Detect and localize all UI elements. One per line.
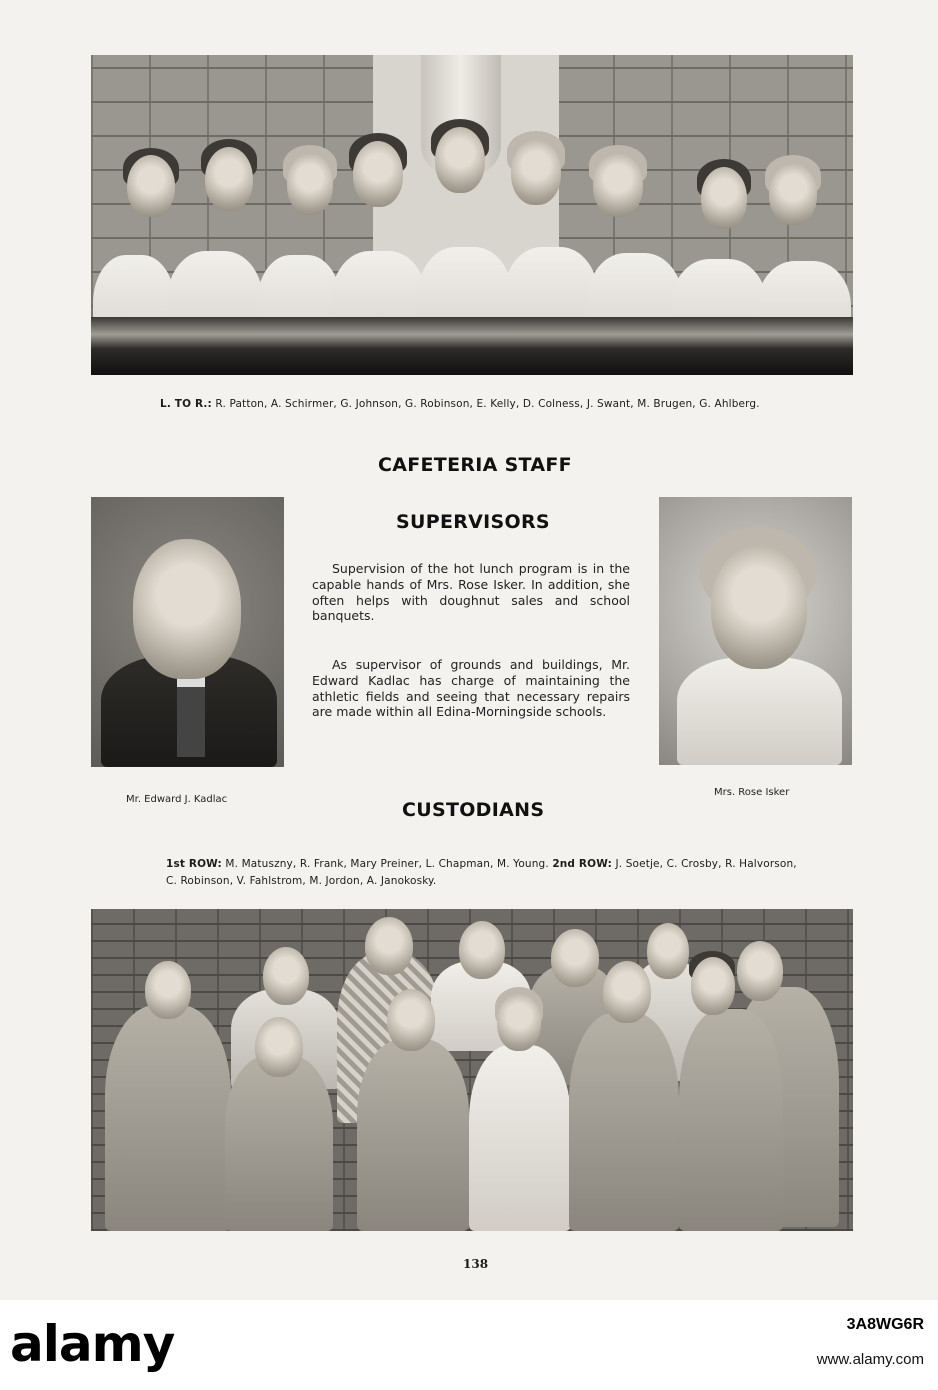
alamy-logo: alamy (10, 1315, 175, 1373)
page-number: 138 (463, 1257, 489, 1271)
isker-portrait (659, 497, 852, 765)
supervisors-paragraph-2: As supervisor of grounds and buildings, Mr. Edward Kadlac has charge of maintaining the athletic fields and seeing that necessary repairs are made within all Edina-Morningside schools. (312, 657, 630, 720)
row1-label: 1st ROW: (166, 858, 222, 870)
supervisors-paragraph-1: Supervision of the hot lunch program is in the capable hands of Mrs. Rose Isker. In addition, she often helps with doughnut sales and school banquets. (312, 561, 630, 624)
site-url[interactable]: www.alamy.com (816, 1351, 924, 1368)
caption-label: L. TO R.: (160, 398, 212, 410)
row1-names: M. Matuszny, R. Frank, Mary Preiner, L. Chapman, M. Young. (225, 858, 549, 870)
custodians-photo (91, 909, 853, 1231)
custodians-caption (166, 856, 806, 890)
caption-names: R. Patton, A. Schirmer, G. Johnson, G. Robinson, E. Kelly, D. Colness, J. Swant, M. Brugen, G. Ahlberg. (215, 398, 760, 410)
row2-names: J. Soetje, C. Crosby, R. Halvorson, C. Robinson, V. Fahlstrom, M. Jordon, A. Janokosky. (166, 858, 797, 887)
isker-caption: Mrs. Rose Isker (714, 787, 790, 798)
custodians-heading: CUSTODIANS (402, 799, 545, 821)
kadlac-portrait (91, 497, 284, 767)
cafeteria-caption (160, 396, 802, 413)
supervisors-heading: SUPERVISORS (396, 511, 550, 533)
cafeteria-staff-photo (91, 55, 853, 375)
cafeteria-heading: CAFETERIA STAFF (378, 454, 572, 476)
kadlac-caption: Mr. Edward J. Kadlac (126, 794, 228, 805)
row2-label: 2nd ROW: (552, 858, 612, 870)
image-id: 3A8WG6R (846, 1316, 924, 1333)
